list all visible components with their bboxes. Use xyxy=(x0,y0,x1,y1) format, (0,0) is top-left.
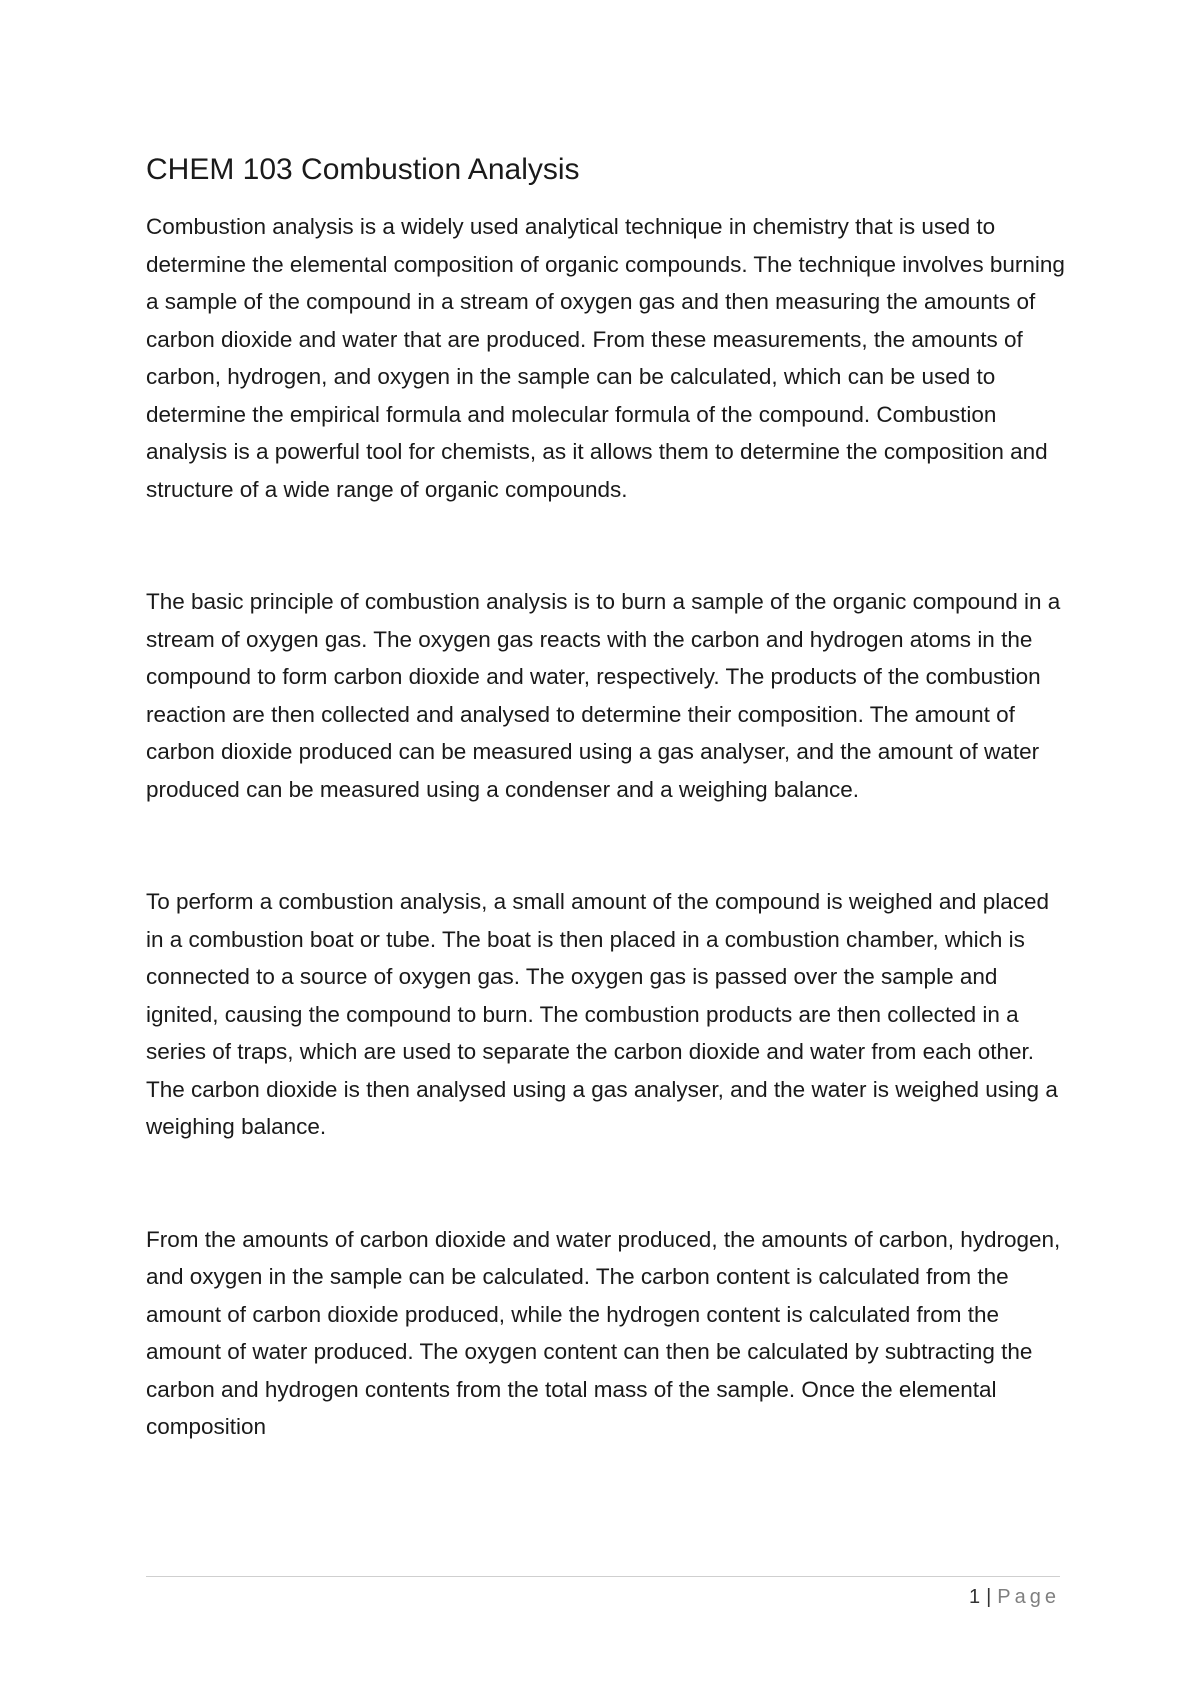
document-body xyxy=(146,150,1066,1521)
page-number: 1 xyxy=(968,1586,981,1608)
paragraph-intro: Combustion analysis is a widely used analytical technique in chemistry that is used to determine the elemental composition of organic compounds. The technique involves burning a sample of the compound in a stream of oxygen gas and then measuring the amounts of carbon dioxide and water that are produced. From these measurements, the amounts of carbon, hydrogen, and oxygen in the sample can be calculated, which can be used to determine the empirical formula and molecular formula of the compound. Combustion analysis is a powerful tool for chemists, as it allows them to determine the composition and structure of a wide range of organic compounds. xyxy=(146,214,1065,502)
page-footer xyxy=(969,1584,1060,1610)
paragraph-basic-principle: The basic principle of combustion analysis is to burn a sample of the organic compound in a stream of oxygen gas. The oxygen gas reacts with the carbon and hydrogen atoms in the compound to form carbon dioxide and water, respectively. The products of the combustion reaction are then collected and analysed to determine their composition. The amount of carbon dioxide produced can be measured using a gas analyser, and the amount of water produced can be measured using a condenser and a weighing balance. xyxy=(146,589,1061,802)
paragraph-procedure: To perform a combustion analysis, a small amount of the compound is weighed and placed in a combustion boat or tube. The boat is then placed in a combustion chamber, which is connected to a source of oxygen gas. The oxygen gas is passed over the sample and ignited, causing the compound to burn. The combustion products are then collected in a series of traps, which are used to separate the carbon dioxide and water from each other. The carbon dioxide is then analysed using a gas analyser, and the water is weighed using a weighing balance. xyxy=(146,889,1058,1139)
footer-divider xyxy=(146,1576,1060,1577)
document-title: CHEM 103 Combustion Analysis xyxy=(146,153,580,186)
paragraph-calculation: From the amounts of carbon dioxide and water produced, the amounts of carbon, hydrogen, and oxygen in the sample can be calculated. The carbon content is calculated from the amount of carbon dioxide produced, while the hydrogen content is calculated from the amount of water produced. The oxygen content can then be calculated by subtracting the carbon and hydrogen contents from the total mass of the sample. Once the elemental composition xyxy=(146,1226,1061,1439)
footer-separator: | xyxy=(986,1586,992,1608)
page-label: Page xyxy=(997,1586,1060,1608)
